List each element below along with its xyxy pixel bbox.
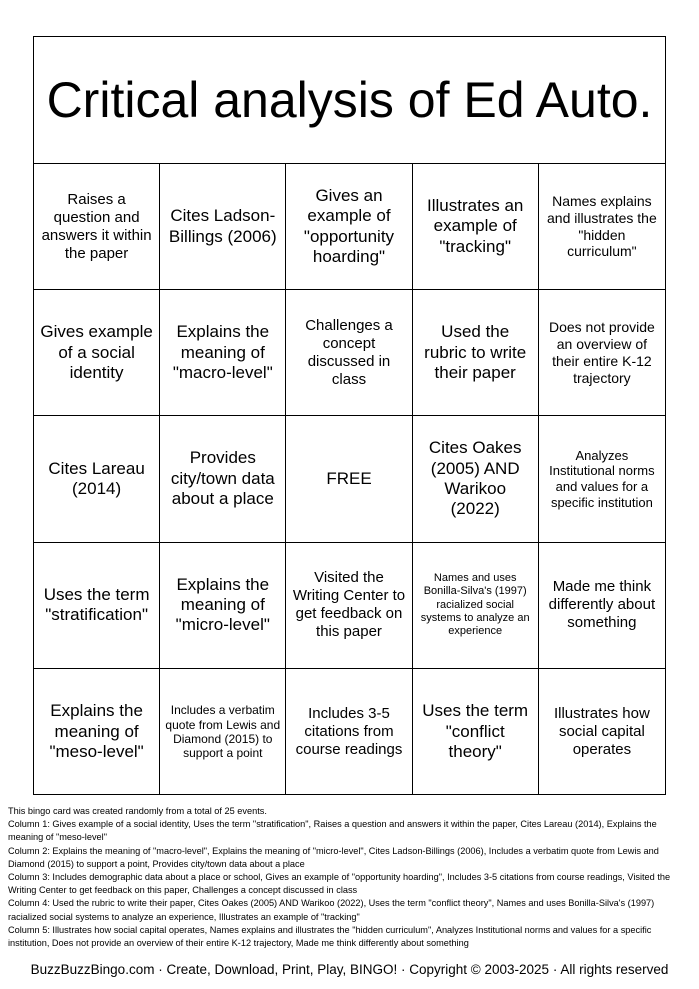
bingo-cell: Challenges a concept discussed in class: [286, 290, 412, 416]
footer-copyright: BuzzBuzzBingo.com · Create, Download, Print, Play, BINGO! · Copyright © 2003-2025 · All rights reserved: [30, 962, 669, 977]
bingo-cell: Visited the Writing Center to get feedback on this paper: [286, 543, 412, 669]
bingo-cell: Uses the term "conflict theory": [413, 669, 539, 795]
bingo-cell: Raises a question and answers it within the paper: [34, 164, 160, 290]
bingo-cell: Does not provide an overview of their entire K-12 trajectory: [539, 290, 665, 416]
bingo-cell: Includes 3-5 citations from course readings: [286, 669, 412, 795]
bingo-card: [33, 36, 666, 795]
bingo-cell: Cites Oakes (2005) AND Warikoo (2022): [413, 416, 539, 542]
card-notes: [8, 805, 692, 950]
bingo-cell: Analyzes Institutional norms and values for a specific institution: [539, 416, 665, 542]
column-list-5: Column 5: Illustrates how social capital operates, Names explains and illustrates the "hidden curriculum", Analyzes Institutional norms and values for a specific institution, Does not provide an overview of their entire K-12 trajectory, Made me think differently about something: [8, 924, 652, 949]
bingo-cell: Illustrates an example of "tracking": [413, 164, 539, 290]
bingo-cell: Names explains and illustrates the "hidden curriculum": [539, 164, 665, 290]
bingo-cell: Cites Ladson-Billings (2006): [160, 164, 286, 290]
column-list-4: Column 4: Used the rubric to write their paper, Cites Oakes (2005) AND Warikoo (2022), Uses the term "conflict theory", Names and uses Bonilla-Silva's (1997) racialized social systems to analyze an experience, Illustrates an example of "tracking": [8, 898, 655, 922]
bingo-cell: Illustrates how social capital operates: [553, 704, 650, 758]
bingo-cell: Used the rubric to write their paper: [413, 290, 539, 416]
bingo-cell: Made me think differently about something: [539, 543, 665, 669]
bingo-cell: Explains the meaning of "macro-level": [160, 290, 286, 416]
bingo-cell: Cites Lareau (2014): [34, 416, 160, 542]
card-title: Critical analysis of Ed Auto.: [34, 37, 665, 164]
bingo-cell: Provides city/town data about a place: [160, 416, 286, 542]
column-list-2: Column 2: Explains the meaning of "macro-level", Explains the meaning of "micro-level", Cites Ladson-Billings (2006), Includes a verbatim quote from Lewis and Diamond (2015) to support a point, Provides city/town data about a place: [8, 845, 659, 869]
free-space: FREE: [286, 416, 412, 542]
bingo-cell: Includes a verbatim quote from Lewis and Diamond (2015) to support a point: [160, 669, 286, 795]
bingo-cell: Uses the term "stratification": [34, 543, 160, 669]
bingo-cell: Gives an example of "opportunity hoarding": [286, 164, 412, 290]
column-list-3: Column 3: Includes demographic data about a place or school, Gives an example of "opportunity hoarding", Includes 3-5 citations from course readings, Visited the Writing Center to get feedback on this paper, Challenges a concept discussed in class: [8, 872, 671, 896]
bingo-cell: Gives example of a social identity: [34, 290, 160, 416]
bingo-cell: Explains the meaning of "meso-level": [34, 669, 160, 795]
bingo-cell: Names and uses Bonilla-Silva's (1997) racialized social systems to analyze an experience: [413, 543, 539, 669]
bingo-grid: [34, 164, 665, 795]
bingo-cell: Explains the meaning of "micro-level": [160, 543, 286, 669]
column-list-1: Column 1: Gives example of a social identity, Uses the term "stratification", Raises a question and answers it within the paper, Cites Lareau (2014), Explains the meaning of "meso-level": [8, 819, 657, 843]
notes-intro: This bingo card was created randomly from a total of 25 events.: [8, 806, 267, 816]
